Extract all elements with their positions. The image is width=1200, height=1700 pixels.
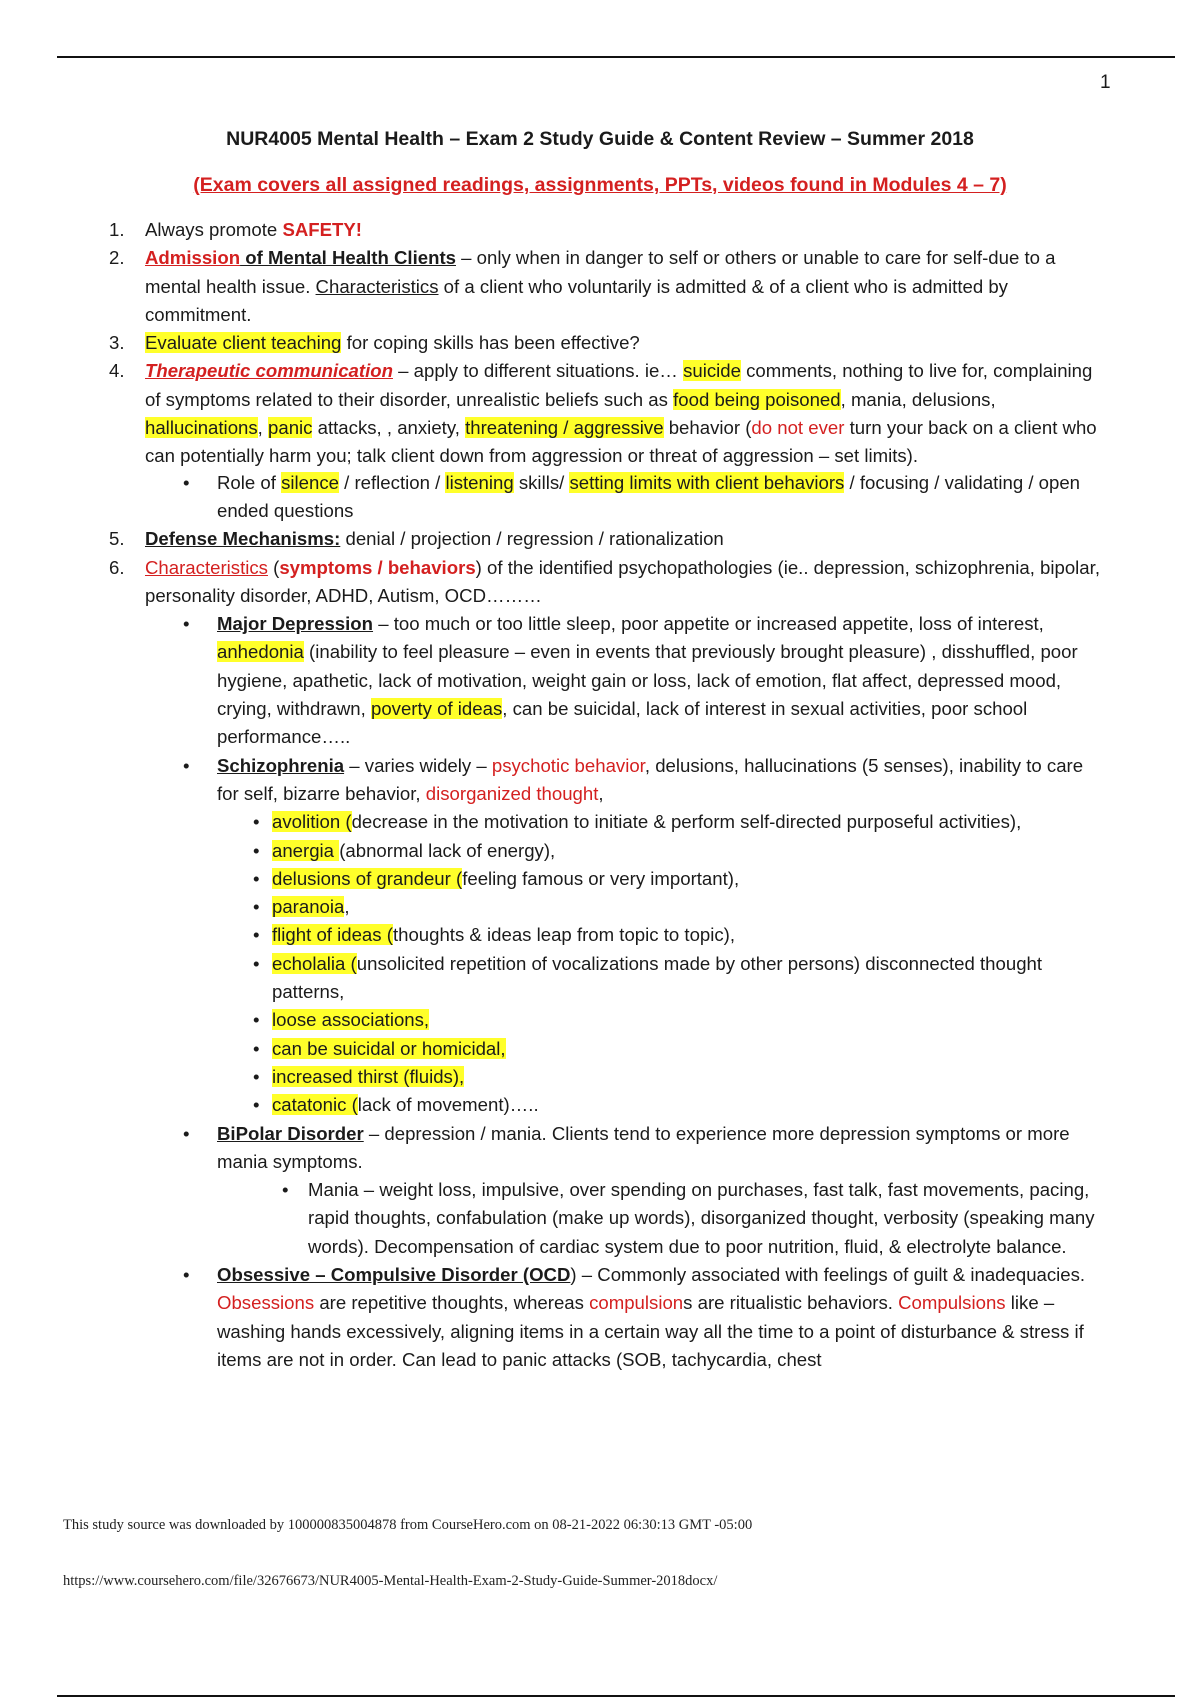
item-number: 4. <box>109 360 125 382</box>
schizophrenia-symptom: • catatonic (lack of movement)….. <box>0 1091 1200 1119</box>
bullet-icon: • <box>183 613 190 635</box>
list-subitem-communication: • Role of silence / reflection / listening skills/ setting limits with client behaviors / focusing / validating / open ended questions <box>0 469 1200 526</box>
list-item-4: 4. Therapeutic communication – apply to different situations. ie… suicide comments, nothing to live for, complaining of symptoms related to their disorder, unrealistic beliefs such as food being poisoned, mania, delusions, hallucinations, panic attacks, , anxiety, threatening / aggressive behavior (do not ever turn your back on a client who can potentially harm you; talk client down from aggression or threat of aggression – set limits). <box>0 357 1200 470</box>
safety-emphasis: SAFETY! <box>282 219 362 240</box>
bullet-icon: • <box>183 471 190 493</box>
schizophrenia-symptom: • echolalia (unsolicited repetition of vocalizations made by other persons) disconnected thought patterns, <box>0 950 1200 1007</box>
top-rule <box>57 56 1175 58</box>
bottom-rule <box>57 1695 1175 1697</box>
item-number: 5. <box>109 528 125 550</box>
item-number: 1. <box>109 219 125 240</box>
bullet-icon: • <box>183 754 190 776</box>
list-subitem-mania: • Mania – weight loss, impulsive, over spending on purchases, fast talk, fast movements, pacing, rapid thoughts, confabulation (make up words), disorganized thought, verbosity (speaking many words). Decompensation of cardiac system due to poor nutrition, fluid, & electrolyte balance. <box>0 1176 1200 1261</box>
list-subitem-schizophrenia: • Schizophrenia – varies widely – psychotic behavior, delusions, hallucinations (5 senses), inability to care for self, bizarre behavior, disorganized thought, <box>0 752 1200 809</box>
study-guide-list <box>0 216 1200 1374</box>
schizophrenia-symptom: • flight of ideas (thoughts & ideas leap from topic to topic), <box>0 921 1200 949</box>
bullet-icon: • <box>282 1179 289 1201</box>
download-notice: This study source was downloaded by 100000835004878 from CourseHero.com on 08-21-2022 06:30:13 GMT -05:00 <box>63 1517 753 1533</box>
schizophrenia-symptom: • paranoia, <box>0 893 1200 921</box>
schizophrenia-symptom: • can be suicidal or homicidal, <box>0 1035 1200 1063</box>
bullet-icon: • <box>253 811 260 833</box>
schizophrenia-symptom: • anergia (abnormal lack of energy), <box>0 837 1200 865</box>
bullet-icon: • <box>253 952 260 974</box>
schizophrenia-symptom: • increased thirst (fluids), <box>0 1063 1200 1091</box>
list-item-6: 6. Characteristics (symptoms / behaviors) of the identified psychopathologies (ie.. depression, schizophrenia, bipolar, personality disorder, ADHD, Autism, OCD……… <box>0 554 1200 611</box>
list-item-5: 5. Defense Mechanisms: denial / projection / regression / rationalization <box>0 525 1200 553</box>
bullet-icon: • <box>183 1122 190 1144</box>
item-number: 3. <box>109 332 125 354</box>
bullet-icon: • <box>253 839 260 861</box>
bullet-icon: • <box>253 896 260 918</box>
document-subtitle: (Exam covers all assigned readings, assignments, PPTs, videos found in Modules 4 – 7) <box>193 174 1007 196</box>
item-number: 6. <box>109 556 125 578</box>
item-number: 2. <box>109 247 125 269</box>
bullet-icon: • <box>253 1009 260 1031</box>
schizophrenia-symptom: • delusions of grandeur (feeling famous or very important), <box>0 865 1200 893</box>
highlight: Evaluate client teaching <box>145 332 342 354</box>
list-subitem-ocd: • Obsessive – Compulsive Disorder (OCD) – Commonly associated with feelings of guilt & inadequacies. Obsessions are repetitive thoughts, whereas compulsions are ritualistic behaviors. Compulsions like – washing hands excessively, aligning items in a certain way all the time to a point of disturbance & stress if items are not in order. Can lead to panic attacks (SOB, tachycardia, chest <box>0 1261 1200 1374</box>
schizophrenia-symptom: • loose associations, <box>0 1006 1200 1034</box>
list-item-2: 2. Admission of Mental Health Clients – only when in danger to self or others or unable to care for self-due to a mental health issue. Characteristics of a client who voluntarily is admitted & of a client who is admitted by commitment. <box>0 244 1200 329</box>
page-number: 1 <box>1100 72 1111 93</box>
list-item-1: 1. Always promote SAFETY! <box>0 216 1200 244</box>
schizophrenia-symptom: • avolition (decrease in the motivation to initiate & perform self-directed purposeful activities), <box>0 808 1200 836</box>
bullet-icon: • <box>253 867 260 889</box>
list-item-3: 3. Evaluate client teaching for coping skills has been effective? <box>0 329 1200 357</box>
list-subitem-depression: • Major Depression – too much or too little sleep, poor appetite or increased appetite, loss of interest, anhedonia (inability to feel pleasure – even in events that previously brought pleasure) , disshuffled, poor hygiene, apathetic, lack of motivation, weight gain or loss, lack of emotion, flat affect, depressed mood, crying, withdrawn, poverty of ideas, can be suicidal, lack of interest in sexual activities, poor school performance….. <box>0 610 1200 751</box>
source-url[interactable]: https://www.coursehero.com/file/32676673/NUR4005-Mental-Health-Exam-2-Study-Guide-Summer-2018docx/ <box>63 1573 718 1589</box>
bullet-icon: • <box>253 1094 260 1116</box>
bullet-icon: • <box>253 1065 260 1087</box>
bullet-icon: • <box>183 1263 190 1285</box>
list-subitem-bipolar: • BiPolar Disorder – depression / mania. Clients tend to experience more depression symptoms or more mania symptoms. <box>0 1120 1200 1177</box>
document-title: NUR4005 Mental Health – Exam 2 Study Guide & Content Review – Summer 2018 <box>226 128 974 150</box>
bullet-icon: • <box>253 1037 260 1059</box>
bullet-icon: • <box>253 924 260 946</box>
